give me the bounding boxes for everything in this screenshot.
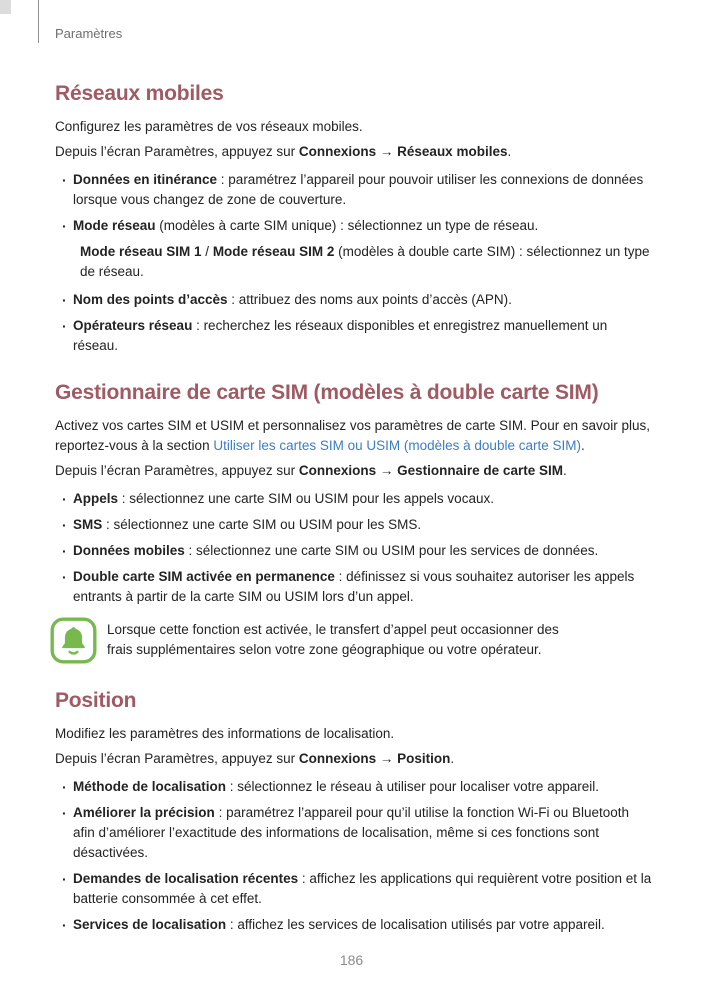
chapter-header-label: Paramètres bbox=[55, 26, 123, 41]
list-item bbox=[55, 216, 652, 236]
bold-term: Connexions bbox=[298, 751, 377, 766]
text-segment: Configurez les paramètres de vos réseaux mobiles. bbox=[55, 119, 363, 134]
text-segment: . bbox=[580, 438, 585, 453]
section-title: Gestionnaire de carte SIM (modèles à double carte SIM) bbox=[55, 381, 599, 404]
text-segment: : sélectionnez le réseau à utiliser pour localiser votre appareil. bbox=[226, 779, 599, 794]
bullet-icon: · bbox=[62, 218, 67, 234]
list-item bbox=[55, 489, 652, 509]
text-segment: . bbox=[562, 463, 567, 478]
text-segment: → bbox=[376, 144, 398, 159]
text-segment: : recherchez les réseaux disponibles et enregistrez manuellement un réseau. bbox=[73, 318, 608, 353]
bullet-icon: · bbox=[62, 543, 67, 559]
list-item-text bbox=[73, 515, 421, 535]
bullet-icon: · bbox=[62, 871, 67, 887]
text-segment: / bbox=[201, 244, 213, 259]
list-item-text bbox=[73, 567, 652, 607]
list-item bbox=[55, 915, 652, 935]
bold-term: Données mobiles bbox=[73, 543, 185, 558]
bold-term: Nom des points d’accès bbox=[73, 292, 228, 307]
text-segment: : sélectionnez une carte SIM ou USIM pour les SMS. bbox=[102, 517, 422, 532]
paragraph bbox=[55, 416, 652, 456]
text-segment: Lorsque cette fonction est activée, le transfert d’appel peut occasionner des frais supplémentaires selon votre zone géographique ou votre opérateur. bbox=[107, 622, 559, 657]
text-segment: : sélectionnez une carte SIM ou USIM pour les services de données. bbox=[184, 543, 599, 558]
text-segment: → bbox=[376, 751, 398, 766]
section-title: Position bbox=[55, 689, 137, 712]
bullet-icon: · bbox=[62, 292, 67, 308]
bullet-icon: · bbox=[62, 491, 67, 507]
text-segment: Depuis l’écran Paramètres, appuyez sur bbox=[55, 144, 299, 159]
list-item bbox=[55, 170, 652, 210]
text-segment: Depuis l’écran Paramètres, appuyez sur bbox=[55, 463, 299, 478]
list-item bbox=[55, 777, 652, 797]
list-item bbox=[55, 290, 652, 310]
section bbox=[55, 381, 652, 664]
list-item-text bbox=[73, 777, 599, 797]
bold-term: Améliorer la précision bbox=[73, 805, 215, 820]
notification-bell-icon bbox=[50, 617, 97, 664]
bold-term: Mode réseau SIM 2 bbox=[212, 244, 335, 259]
paragraph bbox=[55, 724, 652, 744]
list-item bbox=[55, 803, 652, 863]
bold-term: Connexions bbox=[298, 463, 377, 478]
text-segment: : affichez les applications qui requièrent votre position et la batterie consommée à cet effet. bbox=[73, 871, 652, 906]
bullet-icon: · bbox=[62, 318, 67, 334]
bold-term: Demandes de localisation récentes bbox=[73, 871, 299, 886]
text-segment: . bbox=[507, 144, 512, 159]
list-item bbox=[55, 869, 652, 909]
bold-term: Mode réseau bbox=[73, 218, 156, 233]
list-item-text bbox=[73, 803, 652, 863]
bullet-icon: · bbox=[62, 172, 67, 188]
text-segment: Depuis l’écran Paramètres, appuyez sur bbox=[55, 751, 299, 766]
note-text bbox=[107, 620, 587, 660]
bold-term: SMS bbox=[73, 517, 103, 532]
bold-term: Appels bbox=[73, 491, 119, 506]
info-note bbox=[50, 617, 652, 664]
bold-term: Services de localisation bbox=[73, 917, 227, 932]
page-corner-tab bbox=[0, 0, 11, 14]
list-item bbox=[55, 316, 652, 356]
bold-term: Position bbox=[397, 751, 451, 766]
list-item-text bbox=[73, 915, 605, 935]
list-item-text bbox=[73, 170, 652, 210]
page-number: 186 bbox=[339, 952, 364, 968]
text-segment: : attribuez des noms aux points d’accès (APN). bbox=[227, 292, 512, 307]
list-item-text bbox=[73, 541, 598, 561]
bold-term: Connexions bbox=[298, 144, 377, 159]
section-title: Réseaux mobiles bbox=[55, 82, 224, 105]
list-item-text bbox=[73, 290, 512, 310]
text-segment: (modèles à carte SIM unique) : sélectionnez un type de réseau. bbox=[155, 218, 539, 233]
text-segment: (modèles à double carte SIM) : sélectionnez un type de réseau. bbox=[80, 244, 650, 279]
text-segment: : définissez si vous souhaitez autoriser les appels entrants à partir de la carte SIM ou USIM lors d’un appel. bbox=[73, 569, 635, 604]
cross-reference-link[interactable]: Utiliser les cartes SIM ou USIM (modèles à double carte SIM) bbox=[213, 438, 581, 453]
text-segment: : sélectionnez une carte SIM ou USIM pour les appels vocaux. bbox=[118, 491, 494, 506]
section bbox=[55, 689, 652, 935]
list-continuation-paragraph bbox=[80, 242, 652, 282]
bold-term: Réseaux mobiles bbox=[397, 144, 508, 159]
text-segment: → bbox=[376, 463, 398, 478]
bullet-icon: · bbox=[62, 569, 67, 585]
list-item bbox=[55, 567, 652, 607]
text-segment: Activez vos cartes SIM et USIM et personnalisez vos paramètres de carte SIM. Pour en savoir plus, reportez-vous à la section bbox=[55, 418, 650, 453]
bold-term: Données en itinérance bbox=[73, 172, 218, 187]
list-item-text bbox=[73, 316, 652, 356]
bullet-icon: · bbox=[62, 805, 67, 821]
paragraph bbox=[55, 117, 652, 137]
bold-term: Méthode de localisation bbox=[73, 779, 227, 794]
list-item bbox=[55, 515, 652, 535]
text-segment: : paramétrez l’appareil pour qu’il utilise la fonction Wi-Fi ou Bluetooth afin d’améliorer l’exactitude des informations de localisation, même si ces fonctions sont désactivées. bbox=[73, 805, 630, 860]
bullet-icon: · bbox=[62, 517, 67, 533]
list-item-text bbox=[73, 489, 494, 509]
paragraph bbox=[55, 461, 652, 481]
bold-term: Double carte SIM activée en permanence bbox=[73, 569, 335, 584]
bullet-icon: · bbox=[62, 779, 67, 795]
bold-term: Gestionnaire de carte SIM bbox=[397, 463, 563, 478]
header-divider-line bbox=[38, 0, 39, 43]
content bbox=[55, 82, 652, 941]
text-segment: . bbox=[450, 751, 455, 766]
paragraph bbox=[55, 749, 652, 769]
list-item-text bbox=[73, 216, 538, 236]
text-segment: Modifiez les paramètres des informations de localisation. bbox=[55, 726, 395, 741]
bold-term: Opérateurs réseau bbox=[73, 318, 193, 333]
section bbox=[55, 82, 652, 356]
list-item bbox=[55, 541, 652, 561]
text-segment: : paramétrez l’appareil pour pouvoir utiliser les connexions de données lorsque vous changez de zone de couverture. bbox=[73, 172, 644, 207]
text-segment: : affichez les services de localisation utilisés par votre appareil. bbox=[226, 917, 605, 932]
bullet-icon: · bbox=[62, 917, 67, 933]
paragraph bbox=[55, 142, 652, 162]
list-item-text bbox=[73, 869, 652, 909]
bold-term: Mode réseau SIM 1 bbox=[80, 244, 202, 259]
